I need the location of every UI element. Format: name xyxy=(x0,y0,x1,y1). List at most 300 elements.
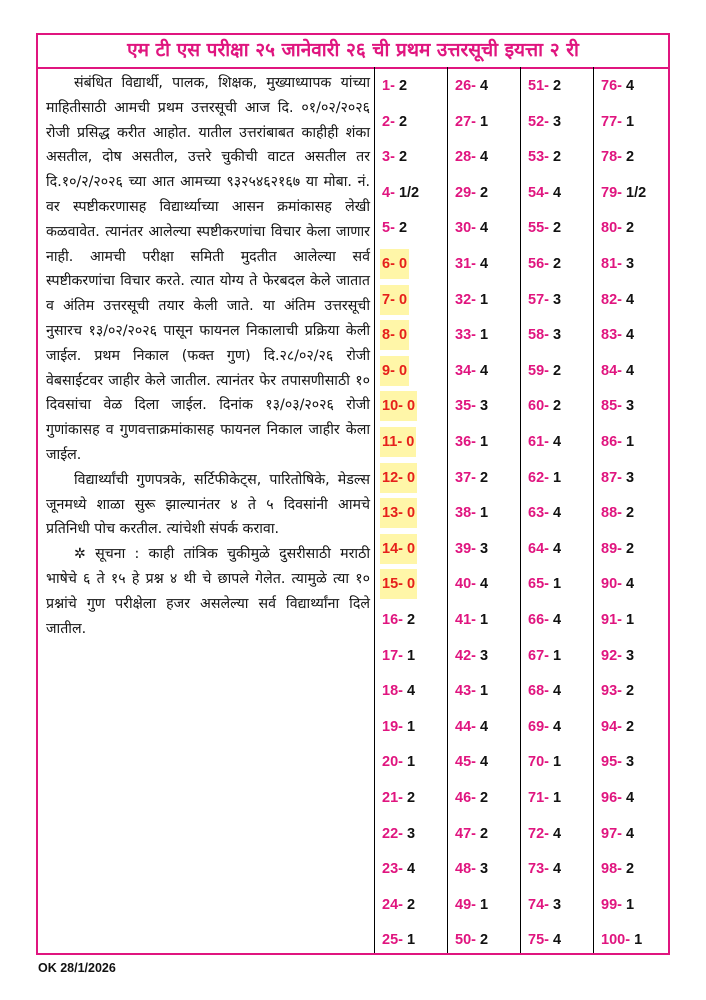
question-number: 95- xyxy=(601,754,622,771)
answer-item xyxy=(455,534,488,564)
question-number: 3- xyxy=(382,149,395,166)
question-number: 84- xyxy=(601,362,622,379)
answer-value: 4 xyxy=(553,540,562,557)
question-number: 77- xyxy=(601,113,622,130)
answer-item xyxy=(601,569,634,599)
answer-item xyxy=(601,178,646,208)
answer-value: 4 xyxy=(553,932,562,949)
question-number: 73- xyxy=(528,861,549,878)
answer-item xyxy=(601,854,634,884)
question-number: 63- xyxy=(528,505,549,522)
answer-value: 2 xyxy=(407,896,416,913)
answer-item xyxy=(382,142,407,172)
question-number: 74- xyxy=(528,896,549,913)
answer-item xyxy=(528,569,561,599)
question-number: 78- xyxy=(601,149,622,166)
question-number: 14- xyxy=(382,540,403,557)
answer-item xyxy=(455,712,488,742)
answer-item xyxy=(382,712,415,742)
answer-value: 1 xyxy=(407,647,416,664)
answer-item xyxy=(382,107,407,137)
answer-item xyxy=(528,819,561,849)
answer-value: 3 xyxy=(553,113,562,130)
answer-value: 1 xyxy=(553,647,562,664)
answer-item xyxy=(455,605,488,635)
answer-item xyxy=(455,676,488,706)
question-number: 94- xyxy=(601,718,622,735)
answer-value: 4 xyxy=(480,754,489,771)
answer-value: 4 xyxy=(480,718,489,735)
answer-key-sheet xyxy=(36,33,670,955)
answer-item xyxy=(601,285,634,315)
answer-value: 0 xyxy=(407,540,416,557)
answer-item xyxy=(601,819,634,849)
question-number: 46- xyxy=(455,790,476,806)
answer-value: 2 xyxy=(398,149,408,166)
answer-item xyxy=(528,213,561,243)
answer-item xyxy=(455,925,488,955)
question-number: 25- xyxy=(382,932,403,949)
answer-item xyxy=(455,569,488,599)
answer-item xyxy=(528,605,561,635)
answer-item xyxy=(601,320,634,350)
question-number: 90- xyxy=(601,576,622,593)
notice-paragraph-2: विद्यार्थ्यांची गुणपत्रके, सर्टिफीकेट्स, पारितोषिके, मेडल्स जूनमध्ये शाळा सुरू झाल्यानंतर ४ ते ५ दिवसांनी आमचे प्रतिनिधी पोच करतील. त्यांचेशी संपर्क करावा. xyxy=(46,471,370,538)
question-number: 80- xyxy=(601,220,622,237)
question-number: 66- xyxy=(528,612,549,628)
answer-value: 2 xyxy=(626,505,635,522)
question-number: 75- xyxy=(528,932,549,949)
answer-value: 1 xyxy=(553,576,562,593)
answer-value: 4 xyxy=(553,825,562,842)
answer-item xyxy=(455,285,488,315)
answer-value: 4 xyxy=(626,825,635,842)
question-number: 33- xyxy=(455,327,476,344)
answer-value: 1 xyxy=(480,291,489,308)
question-number: 4- xyxy=(382,184,395,201)
answer-value: 0 xyxy=(398,256,408,272)
question-number: 35- xyxy=(455,398,476,415)
answer-value: 1 xyxy=(626,113,635,130)
answer-value: 2 xyxy=(626,861,635,878)
answer-item xyxy=(528,107,561,137)
answer-value: 3 xyxy=(626,754,635,771)
question-number: 11- xyxy=(382,434,403,450)
question-number: 19- xyxy=(382,718,403,735)
answer-value: 1 xyxy=(553,790,562,806)
question-number: 18- xyxy=(382,683,403,700)
answer-value: 4 xyxy=(553,434,562,450)
answer-value: 3 xyxy=(480,861,489,878)
answer-item xyxy=(455,71,488,101)
question-number: 100- xyxy=(601,932,631,949)
notice-paragraph-3: ✲ सूचना : काही तांत्रिक चुकीमुळे दुसरीसाठी मराठी भाषेचे ६ ते १५ हे प्रश्न ४ थी चे छापले गेलेत. त्यामुळे त्या १० प्रश्नांचे गुण परीक्षेला हजर असलेल्या सर्व विद्यार्थ्यांना दिले जातील. xyxy=(46,546,370,637)
answer-value: 3 xyxy=(553,896,562,913)
question-number: 72- xyxy=(528,825,549,842)
question-number: 86- xyxy=(601,434,622,450)
answer-item xyxy=(528,142,561,172)
answer-value: 4 xyxy=(626,291,635,308)
question-number: 21- xyxy=(382,790,403,806)
answer-item xyxy=(455,463,488,493)
question-number: 96- xyxy=(601,790,622,806)
answer-item xyxy=(382,890,415,920)
answer-item xyxy=(455,213,488,243)
answer-item xyxy=(455,890,488,920)
answer-item xyxy=(382,747,415,777)
answer-item xyxy=(528,178,561,208)
answer-value: 1 xyxy=(480,113,489,130)
answer-item xyxy=(601,676,634,706)
question-number: 93- xyxy=(601,683,622,700)
answer-value: 0 xyxy=(398,362,408,379)
answer-value: 2 xyxy=(626,149,635,166)
question-number: 50- xyxy=(455,932,476,949)
question-number: 52- xyxy=(528,113,549,130)
answer-value: 1 xyxy=(634,932,643,949)
answer-value: 3 xyxy=(626,469,635,486)
answer-value: 2 xyxy=(553,362,562,379)
answer-value: 2 xyxy=(553,398,562,415)
answer-item xyxy=(601,712,634,742)
question-number: 8- xyxy=(382,327,395,344)
answer-value: 0 xyxy=(407,398,416,415)
answer-value: 1/2 xyxy=(626,184,647,201)
answer-item xyxy=(601,249,634,279)
notice-paragraph-1: संबंधित विद्यार्थी, पालक, शिक्षक, मुख्याध्यापक यांच्या माहितीसाठी आमची प्रथम उत्तरसूची आज दि. ०१/०२/२०२६ रोजी प्रसिद्ध करीत आहोत. यातील उत्तरांबाबत काहीही शंका असतील, दोष असतील, उत्तरे चुकीची वाटत असतील तर दि.१०/२/२०२६ च्या आत आमच्या ९३२५४६२१६७ या मोबा. नं. वर स्पष्टीकरणासह विद्यार्थ्याच्या आसन क्रमांकासह लेखी कळवावेत. त्यानंतर आलेल्या स्पष्टीकरणांचा विचार केला जाणार नाही. आमची परीक्षा समिती मुदतीत आलेल्या सर्व स्पष्टीकरणांचा विचार करते. त्यात योग्य ते फेरबदल केले जातात व अंतिम उत्तरसूची तयार केली जाते. या अंतिम उत्तरसूची नुसारच १३/०२/२०२६ पासून फायनल निकालाची प्रक्रिया केली जाईल. प्रथम निकाल (फक्त गुण) दि.२८/०२/२६ रोजी वेबसाईटवर जाहीर केले जातील. त्यानंतर फेर तपासणीसाठी १० दिवसांचा वेळ दिला जाईल. दिनांक १३/०३/२०२६ रोजी गुणांकासह व गुणवत्ताक्रमांकासह फायनल निकाल जाहीर केला जाईल. xyxy=(46,75,370,463)
question-number: 37- xyxy=(455,469,476,486)
answer-value: 2 xyxy=(626,683,635,700)
question-number: 65- xyxy=(528,576,549,593)
question-number: 39- xyxy=(455,540,476,557)
answer-item xyxy=(455,142,488,172)
answer-value: 1 xyxy=(407,754,416,771)
question-number: 71- xyxy=(528,790,549,806)
question-number: 98- xyxy=(601,861,622,878)
answer-value: 2 xyxy=(553,149,562,166)
answer-value: 1 xyxy=(626,434,635,450)
answer-value: 2 xyxy=(480,790,489,806)
answer-item xyxy=(455,356,488,386)
answer-value: 4 xyxy=(553,505,562,522)
answer-item xyxy=(528,285,561,315)
answer-value: 4 xyxy=(626,362,635,379)
answer-value: 2 xyxy=(480,932,489,949)
answer-value: 2 xyxy=(626,718,635,735)
question-number: 82- xyxy=(601,291,622,308)
question-number: 9- xyxy=(382,362,395,379)
answer-value: 2 xyxy=(407,790,416,806)
answer-item xyxy=(601,534,634,564)
answer-value: 2 xyxy=(553,220,562,237)
answer-value: 2 xyxy=(407,612,416,628)
answer-item xyxy=(528,783,561,813)
answer-value: 4 xyxy=(626,78,635,94)
answer-item xyxy=(528,427,561,457)
answer-item xyxy=(601,463,634,493)
answer-value: 3 xyxy=(480,398,489,415)
answer-value: 3 xyxy=(626,647,635,664)
question-number: 91- xyxy=(601,612,622,628)
answer-value: 1 xyxy=(480,434,489,450)
question-number: 97- xyxy=(601,825,622,842)
question-number: 76- xyxy=(601,78,622,94)
question-number: 47- xyxy=(455,825,476,842)
answer-item xyxy=(601,427,634,457)
answer-item xyxy=(601,498,634,528)
answer-value: 1 xyxy=(553,469,562,486)
answer-item xyxy=(528,747,561,777)
answer-item xyxy=(601,747,634,777)
answer-value: 4 xyxy=(407,683,416,700)
answer-value: 2 xyxy=(480,469,489,486)
answer-item xyxy=(380,569,417,599)
answer-column xyxy=(521,67,594,953)
question-number: 54- xyxy=(528,184,549,201)
answer-value: 1 xyxy=(480,683,489,700)
answer-value: 2 xyxy=(626,220,635,237)
answer-value: 1 xyxy=(407,932,416,949)
answer-item xyxy=(528,676,561,706)
question-number: 30- xyxy=(455,220,476,237)
answer-item xyxy=(455,854,488,884)
question-number: 6- xyxy=(382,256,395,272)
answer-value: 0 xyxy=(407,576,416,593)
question-number: 29- xyxy=(455,184,476,201)
answer-value: 4 xyxy=(626,327,635,344)
answer-item xyxy=(528,320,561,350)
question-number: 13- xyxy=(382,505,403,522)
answer-value: 4 xyxy=(626,790,635,806)
question-number: 99- xyxy=(601,896,622,913)
question-number: 22- xyxy=(382,825,403,842)
answer-value: 1 xyxy=(480,612,489,628)
question-number: 89- xyxy=(601,540,622,557)
answer-item xyxy=(382,178,419,208)
answer-value: 0 xyxy=(398,327,408,344)
answer-item xyxy=(380,320,409,350)
answer-value: 3 xyxy=(626,398,635,415)
answer-item xyxy=(382,213,407,243)
answer-item xyxy=(528,641,561,671)
answer-value: 3 xyxy=(553,327,562,344)
answer-value: 0 xyxy=(407,505,416,522)
question-number: 7- xyxy=(382,291,395,308)
answer-item xyxy=(601,925,642,955)
sheet-body xyxy=(38,67,668,953)
answer-value: 2 xyxy=(553,78,562,94)
answer-value: 4 xyxy=(553,861,562,878)
answer-item xyxy=(382,783,415,813)
answer-column xyxy=(375,67,448,953)
question-number: 62- xyxy=(528,469,549,486)
question-number: 34- xyxy=(455,362,476,379)
answer-value: 4 xyxy=(553,184,562,201)
answer-value: 4 xyxy=(626,576,635,593)
question-number: 43- xyxy=(455,683,476,700)
question-number: 10- xyxy=(382,398,403,415)
answer-item xyxy=(455,249,488,279)
answer-value: 3 xyxy=(480,647,489,664)
answer-item xyxy=(455,747,488,777)
question-number: 31- xyxy=(455,256,476,272)
question-number: 20- xyxy=(382,754,403,771)
answer-item xyxy=(455,819,488,849)
answer-item xyxy=(601,71,634,101)
question-number: 64- xyxy=(528,540,549,557)
answer-item xyxy=(382,925,415,955)
question-number: 79- xyxy=(601,184,622,201)
answer-value: 4 xyxy=(480,576,489,593)
answer-item xyxy=(382,71,407,101)
answer-value: 4 xyxy=(553,683,562,700)
question-number: 83- xyxy=(601,327,622,344)
answer-item xyxy=(528,534,561,564)
answer-item xyxy=(528,890,561,920)
question-number: 32- xyxy=(455,291,476,308)
question-number: 24- xyxy=(382,896,403,913)
answer-item xyxy=(382,819,415,849)
answer-item xyxy=(382,854,415,884)
answer-value: 1 xyxy=(407,718,416,735)
answer-item xyxy=(382,605,415,635)
answer-item xyxy=(528,925,561,955)
page-title: एम टी एस परीक्षा २५ जानेवारी २६ ची प्रथम उत्तरसूची इयत्ता २ री xyxy=(38,35,668,69)
answer-item xyxy=(601,641,634,671)
answer-item xyxy=(528,249,561,279)
question-number: 57- xyxy=(528,291,549,308)
answer-value: 0 xyxy=(407,469,416,486)
footer-note: OK 28/1/2026 xyxy=(38,961,116,975)
answer-value: 2 xyxy=(398,78,408,94)
answer-value: 2 xyxy=(398,220,408,237)
answer-item xyxy=(455,107,488,137)
question-number: 55- xyxy=(528,220,549,237)
answer-value: 1 xyxy=(626,896,635,913)
question-number: 23- xyxy=(382,861,403,878)
answer-item xyxy=(455,641,488,671)
answer-value: 1 xyxy=(626,612,635,628)
answer-item xyxy=(455,391,488,421)
answer-item xyxy=(455,178,488,208)
question-number: 17- xyxy=(382,647,403,664)
question-number: 44- xyxy=(455,718,476,735)
answer-value: 4 xyxy=(480,220,489,237)
answer-item xyxy=(380,498,417,528)
answer-item xyxy=(601,890,634,920)
question-number: 92- xyxy=(601,647,622,664)
answer-value: 2 xyxy=(480,825,489,842)
answer-item xyxy=(455,498,488,528)
answer-value: 3 xyxy=(407,825,416,842)
question-number: 27- xyxy=(455,113,476,130)
answer-value: 1/2 xyxy=(398,184,420,201)
answer-item xyxy=(380,356,409,386)
answer-item xyxy=(528,356,561,386)
answer-item xyxy=(382,676,415,706)
answer-value: 0 xyxy=(406,434,415,450)
question-number: 53- xyxy=(528,149,549,166)
question-number: 68- xyxy=(528,683,549,700)
question-number: 51- xyxy=(528,78,549,94)
answer-item xyxy=(528,712,561,742)
answer-column xyxy=(448,67,521,953)
question-number: 12- xyxy=(382,469,403,486)
question-number: 69- xyxy=(528,718,549,735)
answer-value: 4 xyxy=(480,362,489,379)
answer-value: 4 xyxy=(553,612,562,628)
question-number: 38- xyxy=(455,505,476,522)
question-number: 70- xyxy=(528,754,549,771)
answer-value: 2 xyxy=(626,540,635,557)
answer-item xyxy=(382,641,415,671)
question-number: 49- xyxy=(455,896,476,913)
answer-value: 3 xyxy=(553,291,562,308)
answer-item xyxy=(528,463,561,493)
answer-value: 1 xyxy=(480,327,489,344)
answer-item xyxy=(380,249,409,279)
question-number: 1- xyxy=(382,78,395,94)
answer-item xyxy=(380,463,417,493)
question-number: 85- xyxy=(601,398,622,415)
question-number: 28- xyxy=(455,149,476,166)
question-number: 87- xyxy=(601,469,622,486)
answer-item xyxy=(601,783,634,813)
answer-item xyxy=(601,605,634,635)
question-number: 45- xyxy=(455,754,476,771)
answer-item xyxy=(601,391,634,421)
question-number: 16- xyxy=(382,612,403,628)
answer-item xyxy=(528,854,561,884)
answer-value: 2 xyxy=(553,256,562,272)
question-number: 59- xyxy=(528,362,549,379)
answer-item xyxy=(601,107,634,137)
question-number: 58- xyxy=(528,327,549,344)
question-number: 88- xyxy=(601,505,622,522)
answer-value: 3 xyxy=(626,256,635,272)
question-number: 15- xyxy=(382,576,403,593)
question-number: 81- xyxy=(601,256,622,272)
question-number: 26- xyxy=(455,78,476,94)
answer-item xyxy=(380,391,417,421)
question-number: 67- xyxy=(528,647,549,664)
answer-item xyxy=(601,356,634,386)
answer-item xyxy=(455,783,488,813)
question-number: 48- xyxy=(455,861,476,878)
answer-value: 0 xyxy=(398,291,408,308)
answer-item xyxy=(601,213,634,243)
answer-value: 1 xyxy=(480,896,489,913)
answer-item xyxy=(380,427,416,457)
answer-item xyxy=(528,391,561,421)
notice-text xyxy=(38,67,375,953)
answer-value: 4 xyxy=(480,149,489,166)
answer-item xyxy=(601,142,634,172)
answer-value: 4 xyxy=(553,718,562,735)
question-number: 36- xyxy=(455,434,476,450)
answer-item xyxy=(528,71,561,101)
answer-item xyxy=(528,498,561,528)
question-number: 5- xyxy=(382,220,395,237)
question-number: 42- xyxy=(455,647,476,664)
question-number: 2- xyxy=(382,113,395,130)
question-number: 60- xyxy=(528,398,549,415)
answer-item xyxy=(455,320,488,350)
question-number: 61- xyxy=(528,434,549,450)
answer-value: 1 xyxy=(480,505,489,522)
answer-item xyxy=(380,285,409,315)
answer-column xyxy=(594,67,667,953)
